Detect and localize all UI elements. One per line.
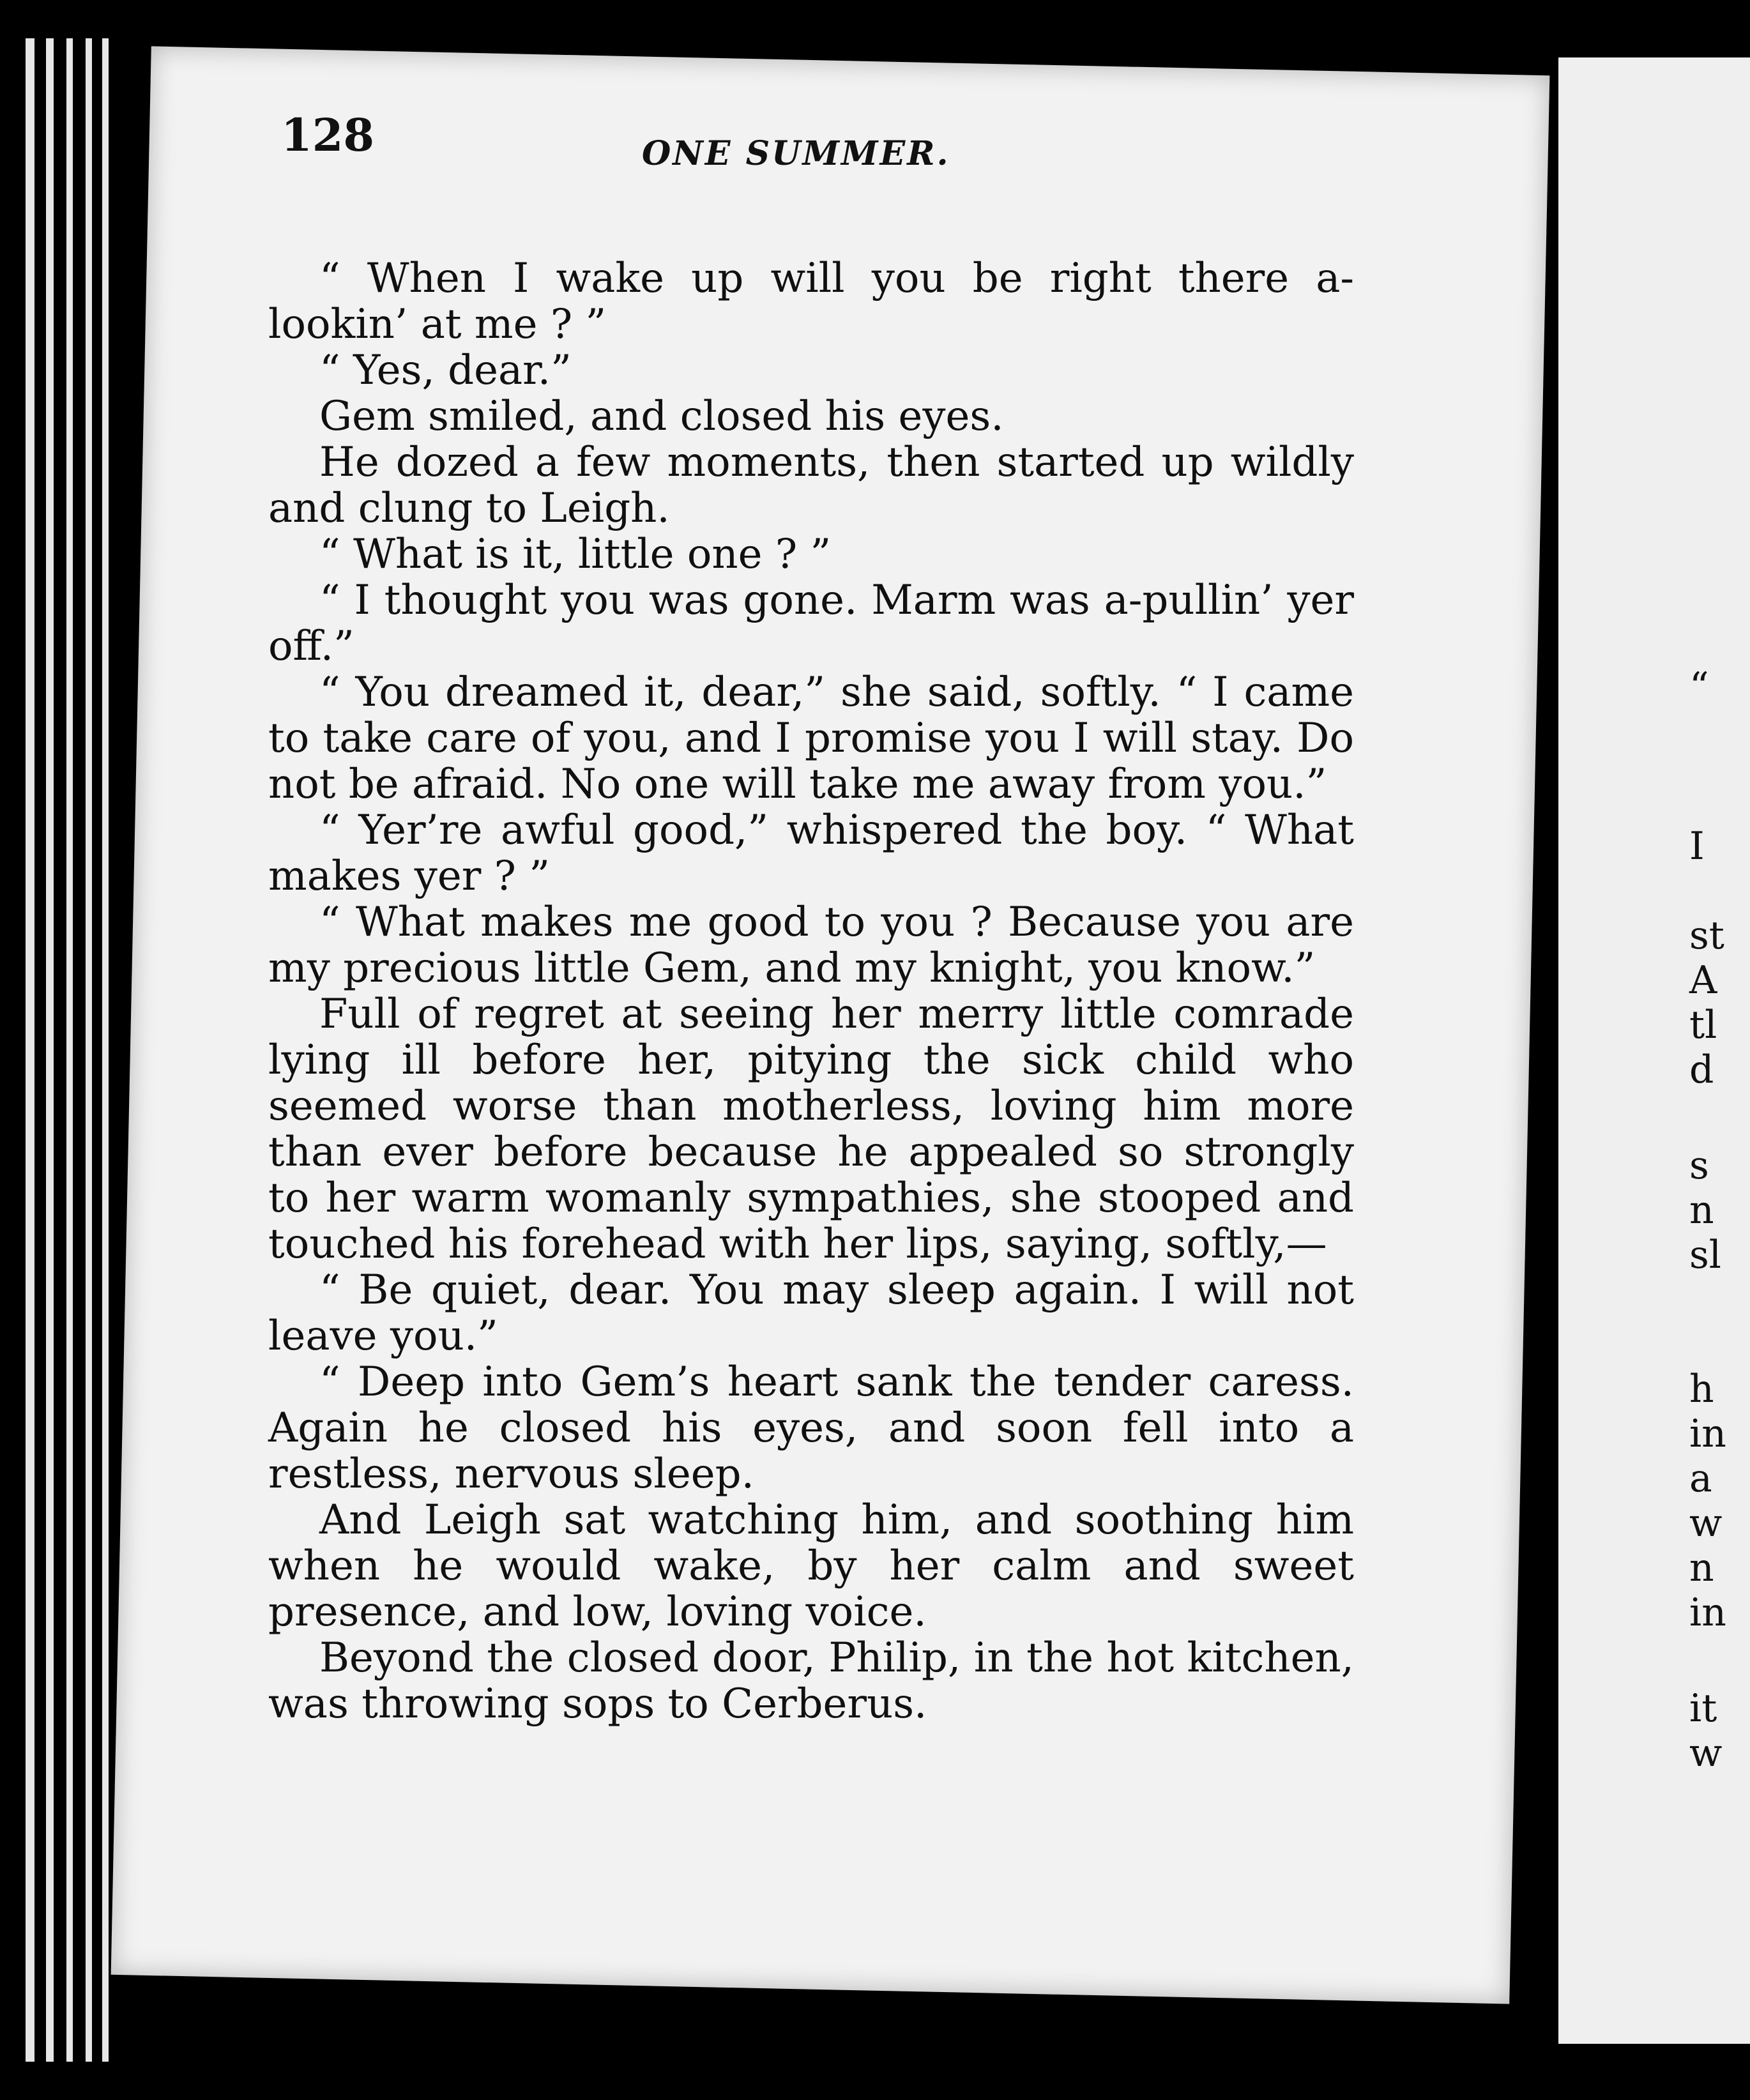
paragraph: Full of regret at seeing her merry little comrade lying ill before her, pitying the sick child who seemed worse than motherless, loving him more than ever before because he appealed so strongly to her warm womanly sympathies, she stooped and touched his forehead with her lips, saying, softly,—: [268, 991, 1354, 1268]
paragraph: “ Deep into Gem’s heart sank the tender caress. Again he closed his eyes, and soon fell into a restless, nervous sleep.: [268, 1358, 1354, 1498]
right-page-fragment: s: [1689, 1143, 1709, 1188]
book-edge-stripe: [102, 38, 109, 2062]
page-header: [281, 109, 1284, 172]
book-edge-stripe: [26, 38, 34, 2062]
running-head: ONE SUMMER.: [642, 134, 950, 173]
right-page-fragment: in: [1689, 1411, 1726, 1456]
paragraph: Gem smiled, and closed his eyes.: [319, 393, 1004, 440]
book-edge-stripe: [66, 38, 73, 2062]
paragraph: “ What makes me good to you ? Because you are my precious little Gem, and my knight, you know.”: [268, 899, 1354, 992]
right-page-fragment: sl: [1689, 1233, 1721, 1277]
right-page-fragment: n: [1689, 1188, 1714, 1233]
paragraph: “ When I wake up will you be right there a-lookin’ at me ? ”: [268, 255, 1354, 348]
right-page-fragment: A: [1689, 958, 1717, 1003]
right-page-fragment: it: [1689, 1686, 1717, 1731]
page-number: 128: [281, 109, 375, 162]
paragraph: And Leigh sat watching him, and soothing him when he would wake, by her calm and sweet presence, and low, loving voice.: [268, 1496, 1354, 1636]
right-page-fragment: “: [1689, 664, 1709, 709]
right-page-fragment: w: [1689, 1501, 1723, 1546]
paragraph: “ Yer’re awful good,” whispered the boy. “ What makes yer ? ”: [268, 807, 1354, 900]
book-edge-stripe: [46, 38, 54, 2062]
paragraph: Beyond the closed door, Philip, in the hot kitchen, was throwing sops to Cerberus.: [268, 1634, 1354, 1728]
paragraph: “ What is it, little one ? ”: [319, 531, 832, 578]
paragraph: He dozed a few moments, then started up wildly and clung to Leigh.: [268, 439, 1354, 532]
right-page-fragment: tl: [1689, 1003, 1717, 1047]
right-page-fragment: st: [1689, 913, 1724, 958]
right-page-fragment: I: [1689, 824, 1705, 869]
paragraph: “ I thought you was gone. Marm was a-pullin’ yer off.”: [268, 577, 1354, 670]
right-page-fragment: d: [1689, 1047, 1714, 1092]
book-edge-stripe: [86, 38, 92, 2062]
right-page-fragment: h: [1689, 1367, 1714, 1411]
paragraph: “ Be quiet, dear. You may sleep again. I will not leave you.”: [268, 1267, 1354, 1360]
paragraph: “ You dreamed it, dear,” she said, softly. “ I came to take care of you, and I promise you I will stay. Do not be afraid. No one will take me away from you.”: [268, 669, 1354, 808]
right-page-fragment: n: [1689, 1546, 1714, 1590]
right-page-fragment: w: [1689, 1731, 1723, 1776]
paragraph: “ Yes, dear.”: [319, 347, 572, 394]
right-page-fragment: a: [1689, 1456, 1712, 1501]
right-page-fragment: in: [1689, 1590, 1726, 1635]
body-text: [268, 255, 1354, 1727]
